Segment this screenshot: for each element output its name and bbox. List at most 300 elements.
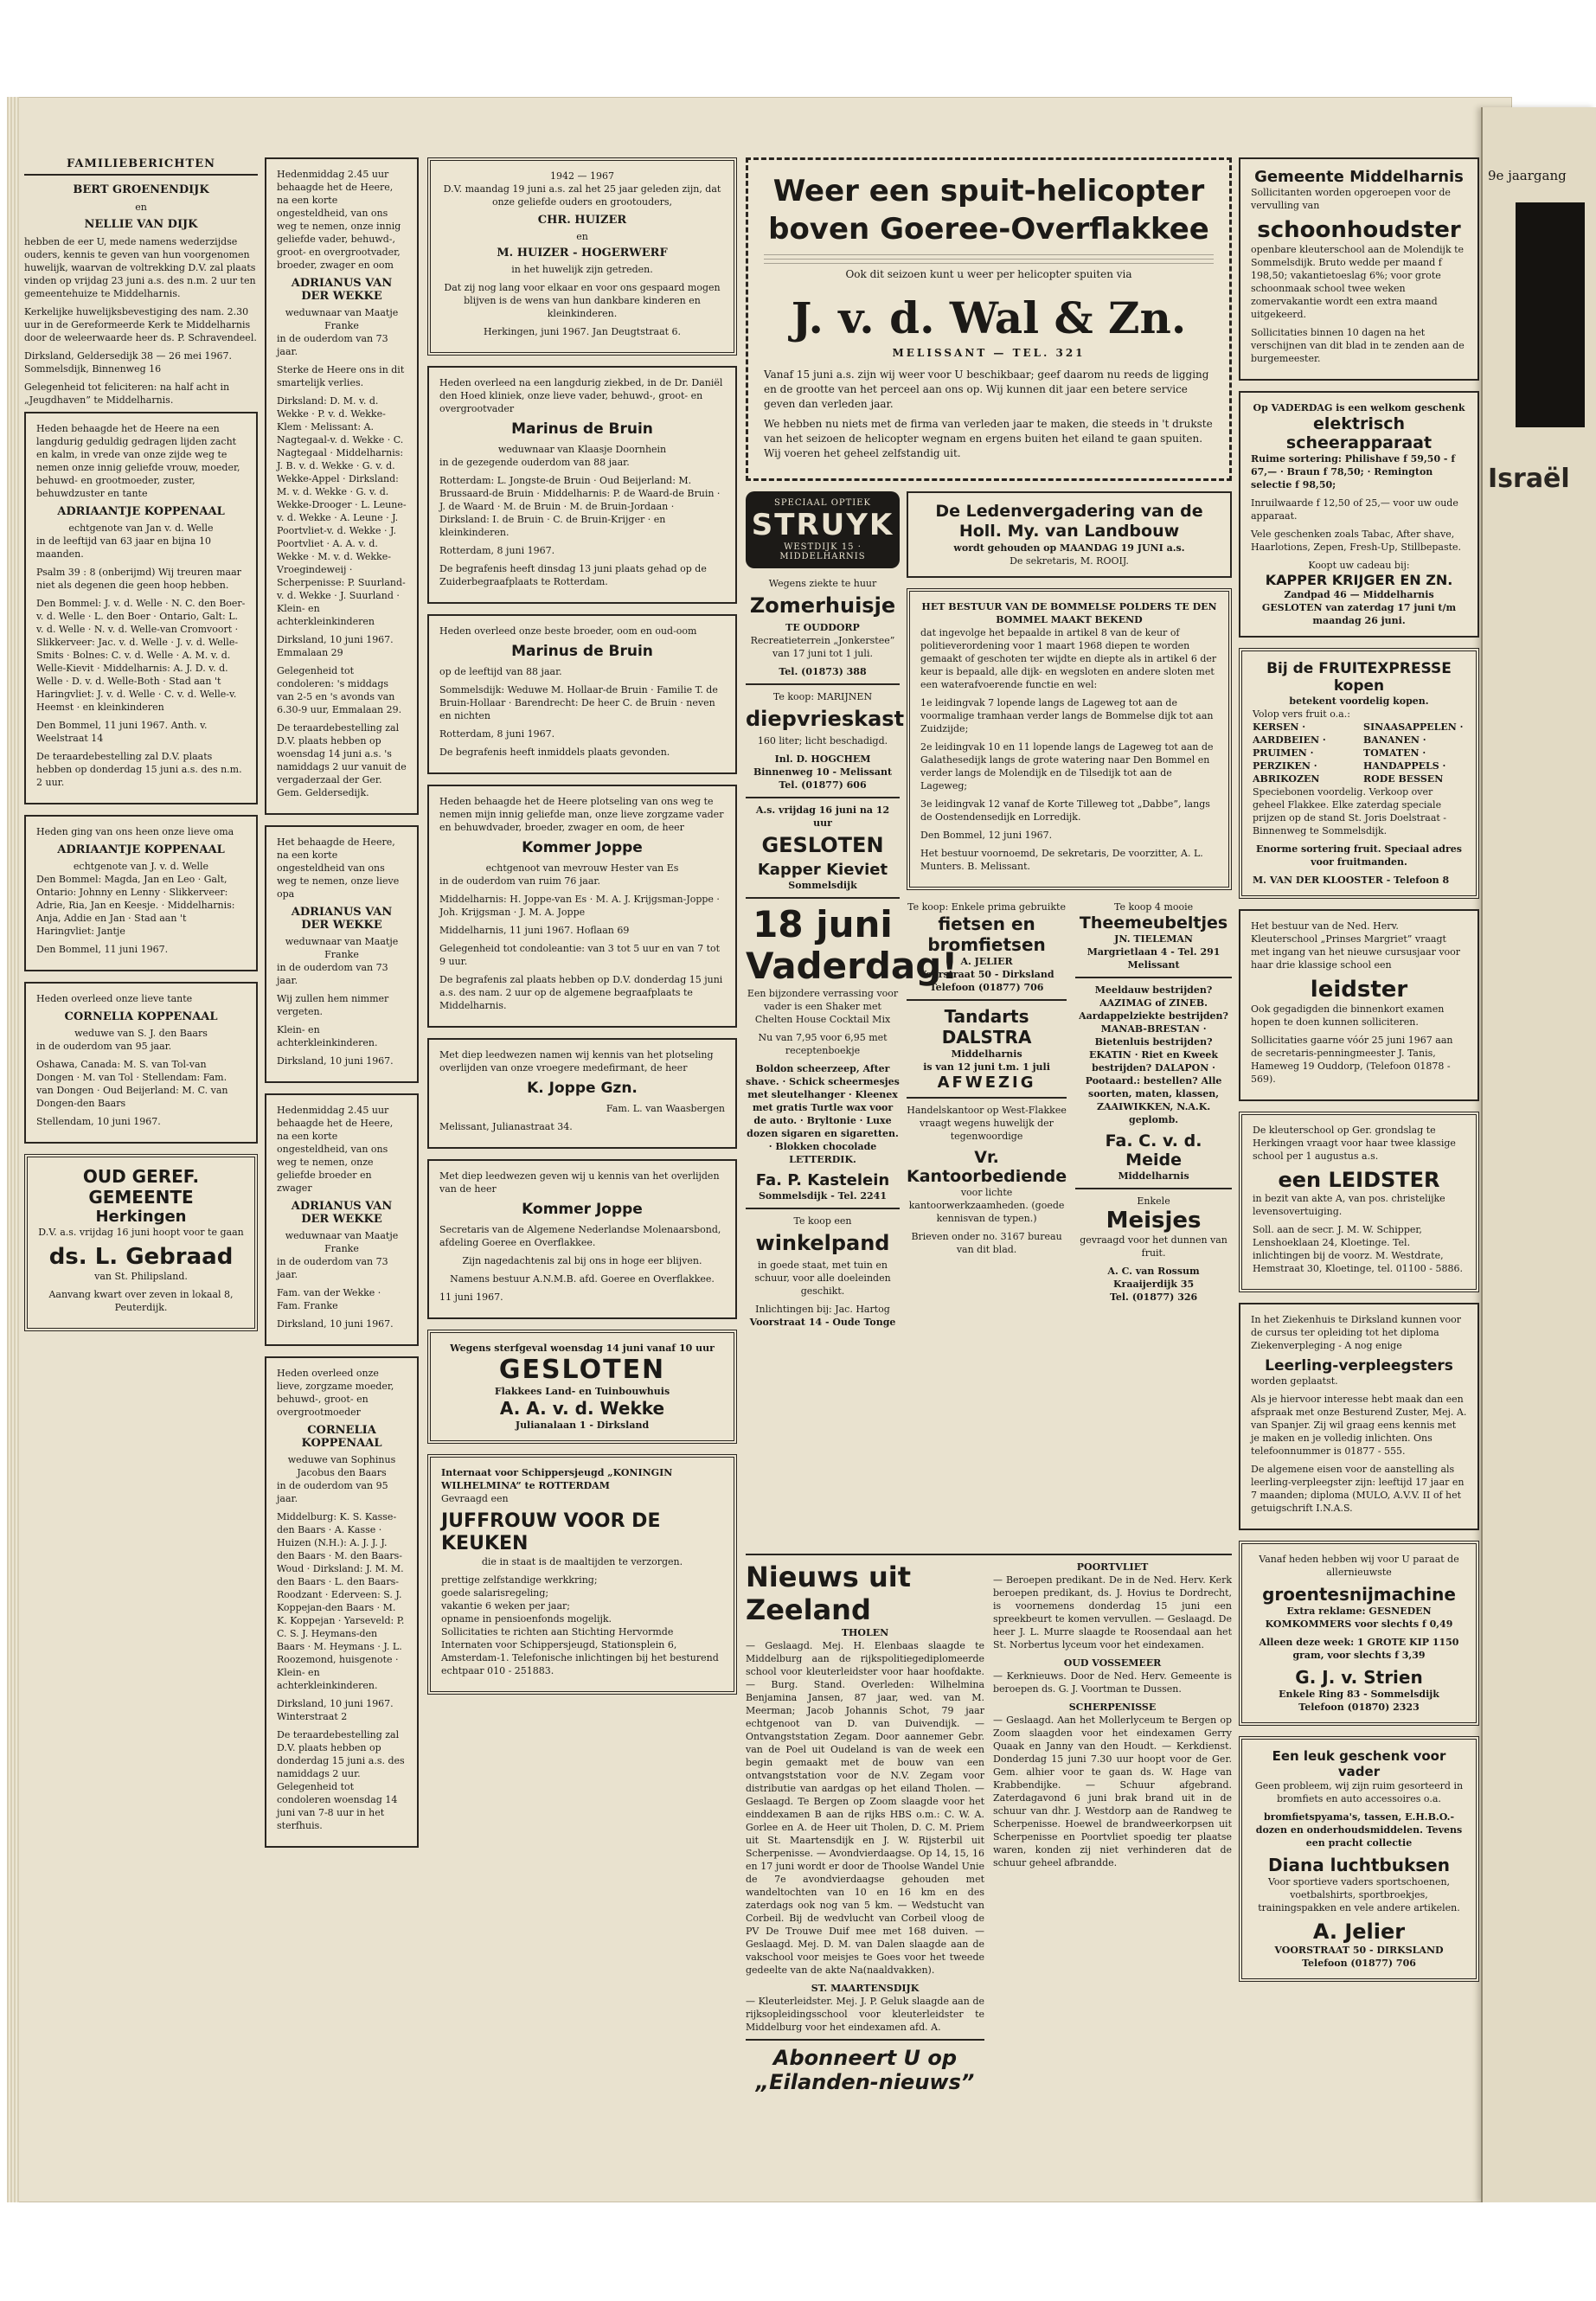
church-name: OUD GEREF. GEMEENTE — [82, 1166, 200, 1208]
deceased-spouse: weduwe van S. J. den Baars — [74, 1028, 208, 1039]
funeral-info: De teraardebestelling zal D.V. plaats hebben op donderdag 15 juni a.s. des n.m. 2 uur. — [36, 751, 242, 788]
ad-pre: Wegens ziekte te huur — [768, 578, 877, 589]
memory-text: Zijn nagedachtenis zal bij ons in hoge eer blijven. — [462, 1255, 702, 1266]
ad-firm: G. J. v. Strien — [1295, 1667, 1423, 1688]
engagement-name-2: NELLIE VAN DIJK — [84, 218, 198, 231]
ad-place: Middelharnis — [951, 1048, 1022, 1060]
notice-text: dat ingevolge het bepaalde in artikel 8 van de keur of politieverordening voor 1 maart 1968 diepen te worden gemaakt of geschoten ter wijdte en diepte als in artikel 6 der keur is bepaald, alle dijk- en wegsloten en andere sloten met een waterafvoerende functie en wel: — [920, 627, 1217, 690]
deceased-spouse: echtgenote van Jan v. d. Welle — [68, 522, 214, 534]
kapper-krijger-ad — [1239, 391, 1479, 638]
ad-address: VOORSTRAAT 50 - DIRKSLAND — [1274, 1945, 1444, 1956]
page-stack-edge — [7, 97, 19, 2202]
helicopter-ad-title: Weer een spuit-helicopter boven Goeree-Overflakkee — [768, 174, 1209, 247]
ad-firm: Kapper Kieviet — [757, 861, 888, 879]
closed-reason: Wegens sterfgeval woensdag 14 juni vanaf 10 uur — [450, 1343, 715, 1354]
ad-text: 160 liter; licht beschadigd. — [757, 735, 888, 747]
ad-heading: Vr. Kantoorbediende — [907, 1148, 1067, 1186]
ad-pre: Volop vers fruit o.a.: — [1253, 708, 1350, 720]
notice-place-date: Rotterdam, 8 juni 1967. — [439, 728, 555, 740]
ad-text: Handelskantoor op West-Flakkee vraagt wegens huwelijk der tegenwoordige — [907, 1105, 1067, 1142]
deceased-name: CORNELIA KOPPENAAL — [64, 1010, 218, 1023]
engagement-text: hebben de eer U, mede namens wederzijdse ouders, kennis te geven van hun voorgenomen huwelijk, waarvan de voltrekking D.V. zal plaats vinden op vrijdag 23 juni a.s. des n.m. 2 uur ten gemeentehuize te Middelharnis. — [24, 236, 256, 299]
ad-heading: Gemeente Middelharnis — [1254, 168, 1464, 186]
ad-apply: Soll. aan de secr. J. M. W. Schipper, Lenshoeklaan 24, Kloetinge. Tel. inlichtingen bij de voorz. M. Westdrate, Hemstraat 30, Kloetinge, tel. 01100 - 5886. — [1253, 1224, 1463, 1274]
family-list: Rotterdam: L. Jongste-de Bruin · Oud Beijerland: M. Brussaard-de Bruin · Middelharnis: P. de Waard-de Bruin · J. de Waard · M. de Bruin · M. de Bruin-Jordaan · Dirksland: I. de Bruin · C. de Bruin-Krijger · en kleinkinderen. — [439, 475, 721, 538]
meide-firm: Fa. C. v. d. Meide — [1105, 1131, 1202, 1170]
ad-text-2: voor lichte kantoorwerkzaamheden. (goede kennisvan de typen.) — [908, 1187, 1065, 1224]
ad-pre: Op VADERDAG is een welkom geschenk — [1253, 402, 1465, 413]
news-heading: Nieuws uit Zeeland — [746, 1561, 912, 1626]
deceased-name: ADRIANUS VAN DER WEKKE — [291, 277, 393, 303]
news-place: ST. MAARTENSDIJK — [811, 1983, 920, 1994]
deceased-age: in de leeftijd van 63 jaar en bijna 10 maanden. — [36, 535, 211, 560]
next-page-headline: Israël — [1488, 464, 1570, 494]
ad-text-2: in bezit van akte A, van pos. christelijke levensovertuiging. — [1253, 1193, 1445, 1217]
zeeland-col-right — [993, 1561, 1232, 2094]
death-notice-text: Heden overleed onze beste broeder, oom en oud-oom — [439, 625, 697, 637]
meisjes-ad — [1075, 1195, 1232, 1304]
ads-right — [907, 491, 1232, 1304]
ad-address: Sommelsdijk - Tel. 2241 — [758, 1190, 887, 1202]
death-notice-bruin-1 — [427, 366, 737, 604]
ad-pre: Te koop 4 mooie — [1113, 901, 1194, 913]
anniversary-text: D.V. maandag 19 juni a.s. zal het 25 jaar geleden zijn, dat onze geliefde ouders en grootouders, — [443, 183, 721, 208]
scan-background-bottom — [0, 2202, 1596, 2301]
news-text: — Geslaagd. Mej. H. Elenbaas slaagde te Middelburg aan de rijkspolitiegediplomeerde school voor kleuterleidster voor haar hoofdakte. — Burg. Stand. Overleden: Wilhelmina Benjamina Jansen, 87 jaar, wed. van M. Meerman; Jacob Johannis Schot, 79 jaar echtgenoot van D. van Duivendijk. — Ontvangststation Zegam. Door aannemer Gebr. van de Poel uit Oudeland is van de week een begin gemaakt met de bouw van een ontvangststation voor de N.V. Zegam voor distributie van aardgas op het eiland Tholen. — Geslaagd. Te Bergen op Zoom slaagde voor het einddexamen B aan de rijks HBS o.m.: C. W. A. Gorlee en A. de Heer uit Tholen, D. C. M. Priem uit St. Maartensdijk en J. W. Rijsterbil uit Scherpenisse. — Avondvierdaagse. Op 14, 15, 16 en 17 juni wordt er door de Thoolse Wandel Unie de 7e avondvierdaagse gehouden met wandeltochten van 10 en 16 km en des zaterdags ook nog van 5 km. — Wedstucht van Corbeil. Bij de wedvlucht van Corbeil vloog de PV De Trouwe Duif mee met 168 duiven. — Geslaagd. Mej. D. M. van Dalen slaagde aan de vakschool voor meisjes te Goes voor het tweede gedeelte van de akte Na(naaldvakken). — [746, 1640, 984, 1976]
diepvrieskast-ad — [746, 690, 905, 792]
ad-phone: Telefoon (01877) 706 — [929, 982, 1044, 993]
next-page-sliver — [1481, 107, 1596, 2202]
death-notice-text: Met diep leedwezen namen wij kennis van het plotseling overlijden van onze vroegere medefirmant, de heer — [439, 1049, 714, 1074]
ad-role: schoonhoudster — [1257, 217, 1461, 243]
ad-heading: Bij de FRUITEXPRESSE kopen — [1266, 660, 1452, 695]
divider — [746, 1208, 900, 1209]
ad-signature: De sekretaris, M. ROOIJ. — [1010, 555, 1129, 567]
psalm-text: Psalm 39 : 8 (onberijmd) Wij treuren maar niet als degenen die geen hoop hebben. — [36, 567, 241, 591]
ad-heading: Tandarts DALSTRA — [941, 1006, 1032, 1048]
news-text: — Beroepen predikant. De in de Ned. Herv. Kerk beroepen predikant, ds. J. Hovius te Dordrecht, is voornemens donderdag 15 juni een spreekbeurt te komen vervullen. — Geslaagd. De heer J. L. Murre slaagde te Roosendaal aan het St. Norbertus lyceum voor het eindexamen. — [993, 1574, 1232, 1650]
deceased-name: Marinus de Bruin — [511, 420, 653, 438]
column-family-notices — [24, 157, 258, 1342]
divider — [1075, 1188, 1232, 1189]
ad-firm: A. Jelier — [1312, 1920, 1406, 1944]
closed-name: A. A. v. d. Wekke — [499, 1398, 665, 1419]
ad-pre: Enkele — [1137, 1195, 1170, 1207]
church-place: Herkingen — [95, 1208, 187, 1226]
preacher-name: ds. L. Gebraad — [48, 1244, 234, 1270]
ad-heading: winkelpand — [755, 1231, 890, 1255]
deceased-age: in de ouderdom van 95 jaar. — [277, 1480, 388, 1504]
next-page-volume: 9e jaargang — [1488, 168, 1567, 183]
notice-signature: Het bestuur voornoemd, De sekretaris, De voorzitter, A. L. Munters. B. Melissant. — [920, 848, 1203, 872]
ad-status: AFWEZIG — [937, 1074, 1036, 1092]
verpleegster-ad — [1239, 1303, 1479, 1530]
ad-firm: A. JELIER — [960, 956, 1013, 967]
ad-closed: GESLOTEN van zaterdag 17 juni t/m maandag 26 juni. — [1261, 602, 1457, 626]
notice-place-date: Dirksland, 10 juni 1967. — [277, 1318, 394, 1330]
theemeubel-ad — [1075, 901, 1232, 971]
job-intro: Gevraagd een — [441, 1493, 509, 1504]
zeeland-col-left — [746, 1561, 984, 2094]
ad-items: Ruime sortering: Philishave f 59,50 - f 67,— · Braun f 78,50; · Remington selectie f 98,50; — [1251, 453, 1456, 490]
kapper-kieviet-ad — [746, 804, 900, 892]
condolence-info: Gelegenheid tot condoleantie: van 3 tot 5 uur en van 7 tot 9 uur. — [439, 943, 721, 967]
anniversary-name-2: M. HUIZER - HOGERWERF — [497, 247, 668, 260]
polder-notice — [907, 588, 1232, 890]
notice-signature: Fam. L. van Waasbergen — [606, 1103, 725, 1114]
death-notice-text: Heden overleed onze lieve, zorgzame moeder, behuwd-, groot- en overgrootmoeder — [277, 1368, 394, 1418]
deceased-age: in de ouderdom van 95 jaar. — [36, 1041, 172, 1052]
deceased-age: in de gezegende ouderdom van 88 jaar. — [439, 457, 630, 468]
ad-phone: Telefoon (01870) 2323 — [1298, 1702, 1420, 1713]
ad-pre: Te koop: MARIJNEN — [772, 691, 873, 702]
death-notice-koppenaal-1 — [24, 412, 258, 804]
fruit-list — [1253, 721, 1465, 785]
news-text: — Kerknieuws. Door de Ned. Herv. Gemeente is beroepen ds. G. J. Voortman te Dussen. — [993, 1670, 1232, 1695]
fruit-list-left: KERSEN · AARDBEIEN · PRUIMEN · PERZIKEN · ABRIKOZEN — [1253, 721, 1326, 785]
vaderdag-ad — [746, 903, 958, 1202]
deceased-spouse: weduwnaar van Maatje Franke — [285, 307, 399, 331]
ad-text: is van 12 juni t.m. 1 juli — [923, 1061, 1050, 1073]
ad-heading: fietsen en bromfietsen — [927, 913, 1046, 955]
notice-place-date: Middelharnis, 11 juni 1967. Hoflaan 69 — [439, 925, 630, 936]
divider — [907, 1097, 1067, 1099]
deceased-spouse: weduwnaar van Klaasje Doornhein — [497, 444, 667, 455]
struyk-optiek-ad — [746, 491, 900, 568]
ad-pre: Te koop: Enkele prima gebruikte — [907, 901, 1066, 913]
ad-text-2: openbare kleuterschool aan de Molendijk te Sommelsdijk. Bruto wedde per maand f 198,50; vakantietoeslag 6%; voor grote schoonmaak school twee weken zomervakantie wordt een extra maand uitgekeerd. — [1251, 244, 1465, 320]
job-text: die in staat is de maaltijden te verzorgen. — [481, 1556, 683, 1567]
struyk-tagline: SPECIAAL OPTIEK — [773, 498, 872, 508]
news-place: SCHERPENISSE — [1068, 1702, 1157, 1713]
preacher-from: van St. Philipsland. — [94, 1271, 188, 1282]
divider — [746, 897, 900, 899]
struyk-address: WESTDIJK 15 · MIDDELHARNIS — [779, 542, 866, 561]
divider — [746, 2039, 984, 2041]
ad-text: gevraagd voor het dunnen van fruit. — [1080, 1234, 1227, 1259]
next-page-masthead-block — [1516, 202, 1585, 427]
ad-heading: De Ledenvergadering van de Holl. My. van Landbouw — [935, 502, 1203, 541]
notice-heading: HET BESTUUR VAN DE BOMMELSE POLDERS TE DEN BOMMEL MAAKT BEKEND — [921, 601, 1217, 625]
zeeland-columns — [746, 1561, 1232, 2094]
ad-price: Nu van 7,95 voor 6,95 met receptenboekje — [758, 1032, 888, 1056]
engagement-church: Kerkelijke huwelijksbevestiging des nam. 2.30 uur in de Gereformeerde Kerk te Middelharnis door de weleerwaarde heer ds. P. Schravendeel. — [24, 306, 257, 343]
ad-text-2: Ook gegadigden die binnenkort examen hopen te doen kunnen solliciteren. — [1251, 1003, 1445, 1028]
deceased-age: in de ouderdom van 73 jaar. — [277, 1256, 388, 1280]
ad-phone: Tel. (01877) 326 — [1109, 1292, 1198, 1303]
death-notice-joppe-2 — [427, 1038, 737, 1149]
column-wekke-notices — [265, 157, 419, 1858]
anniversary-years: 1942 — 1967 — [550, 170, 614, 182]
deceased-age: op de leeftijd van 88 jaar. — [439, 666, 562, 677]
kantoor-ad — [907, 1104, 1067, 1256]
notice-signature: Namens bestuur A.N.M.B. afd. Goeree en Overflakkee. — [450, 1273, 715, 1285]
tandarts-ad — [907, 1006, 1067, 1092]
subscribe-ad: Abonneert U op „Eilanden-nieuws” — [755, 2046, 975, 2094]
death-notice-text: Heden behaagde het de Heere plotseling van ons weg te nemen mijn innig geliefde man, onze lieve zorgzame vader en behuwdvader, broeder, zwager en oom, de heer — [439, 796, 724, 833]
rule-line — [764, 252, 1214, 264]
ad-items: Boldon scheerzeep, After shave. · Schick scheermesjes met sleutelhanger · Kleenex met gratis Turtle wax voor de auto. · Bryltonie · Luxe dozen sigaren en sigaretten. · Blokken chocolade LETTERDIK. — [746, 1063, 900, 1165]
ad-text: Een bijzondere verrassing voor vader is een Shaker met Chelten House Cocktail Mix — [747, 988, 899, 1025]
ads-grid — [907, 901, 1232, 1304]
ad-text-2: Voor sportieve vaders sportschoenen, voetbalshirts, sportbroekjes, trainingspakken en vele andere artikelen. — [1258, 1876, 1460, 1913]
death-notice-text: Het behaagde de Heere, na een korte ongesteldheid van ons weg te nemen, onze lieve opa — [277, 836, 400, 900]
helicopter-firm: J. v. d. Wal & Zn. — [791, 292, 1187, 343]
employer-name: Internaat voor Schippersjeugd „KONINGIN WILHELMINA” te ROTTERDAM — [441, 1467, 673, 1491]
notice-place-date: Den Bommel, 11 juni 1967. — [36, 944, 169, 955]
deceased-name: Marinus de Bruin — [511, 643, 653, 660]
funeral-info: De begrafenis heeft inmiddels plaats gevonden. — [439, 747, 670, 758]
death-notice-text: Heden overleed na een langdurig ziekbed, in de Dr. Daniël den Hoed kliniek, onze lieve vader, behuwd-, groot- en overgrootvader — [439, 377, 723, 414]
deceased-spouse: weduwnaar van Maatje Franke — [285, 1230, 399, 1254]
engagement-notice — [24, 183, 258, 407]
family-list: Sommelsdijk: Weduwe M. Hollaar-de Bruin · Familie T. de Bruin-Hollaar · Barendrecht: De heer C. de Bruin · neven en nichten — [439, 684, 718, 721]
closed-notice-wekke — [427, 1330, 737, 1444]
anniversary-and: en — [576, 231, 588, 242]
deceased-name: Kommer Joppe — [522, 1201, 643, 1218]
groentesnijmachine-ad — [1239, 1541, 1479, 1726]
helicopter-ad-text-2: We hebben nu niets met de firma van verleden jaar te maken, die steeds in 't drukste van het seizoen de helicopter wegnam en ergens buiten het eiland te gaan spuiten. Wij voeren het geheel zelfstandig uit. — [764, 418, 1213, 459]
ad-text: Speciebonen voordelig. Verkoop over geheel Flakkee. Elke zaterdag speciale prijzen op de stand St. Joris Doelstraat - Binnenweg te Sommelsdijk. — [1253, 786, 1447, 836]
deceased-name: ADRIAANTJE KOPPENAAL — [57, 505, 225, 518]
engagement-and: en — [135, 202, 147, 213]
vaderdag-heading: 18 juni Vaderdag! — [746, 903, 958, 987]
ad-text-2: worden geplaatst. — [1251, 1375, 1338, 1387]
ad-address: Binnenweg 10 - Melissant — [753, 766, 893, 778]
scan-background-top — [0, 0, 1596, 97]
ad-requirements: De algemene eisen voor de aanstelling als leerling-verpleegster zijn: leeftijd 17 jaar en 7 maanden; diploma (MULO, A.V.V. II of het getuigschrift I.N.A.S. — [1251, 1464, 1465, 1514]
column-notices-3 — [427, 157, 737, 1705]
family-list: Fam. van der Wekke · Fam. Franke — [277, 1287, 381, 1311]
ad-address: Margrietlaan 4 - Tel. 291 Melissant — [1086, 946, 1221, 971]
death-notice-cornelia-2 — [265, 1356, 419, 1848]
helicopter-ad-sub: Ook dit seizoen kunt u weer per helicopter spuiten via — [845, 268, 1132, 280]
ads-left — [746, 491, 958, 1329]
family-list: Klein- en achterkleinkinderen. — [277, 1024, 378, 1048]
anniversary-notice — [427, 157, 737, 356]
bestrijding-ad: Meeldauw bestrijden? AAZIMAG of ZINEB. Aardappelziekte bestrijden? MANAB-BRESTAN · Bietenluis bestrijden? EKATIN · Riet en Kweek bestrijden? DALAPON · Pootaard.: bestellen? Alle soorten, maten, klassen, ZAAIWIKKEN, N.A.K. geplomb. — [1079, 984, 1228, 1125]
verse-text: Wij zullen hem nimmer vergeten. — [277, 993, 389, 1017]
ad-items: bromfietspyama's, tassen, E.H.B.O.-dozen en onderhoudsmiddelen. Tevens een pracht collectie — [1255, 1811, 1463, 1849]
deceased-name: K. Joppe Gzn. — [527, 1080, 638, 1097]
ad-text: Vanaf heden hebben wij voor U paraat de allernieuwste — [1259, 1554, 1459, 1578]
jelier-ad — [1239, 1736, 1479, 1982]
leidster-ad-2 — [1239, 1112, 1479, 1292]
deceased-spouse: weduwnaar van Maatje Franke — [285, 936, 399, 960]
death-notice-joppe-1 — [427, 785, 737, 1028]
ad-heading: Theemeubeltjes — [1079, 913, 1228, 933]
notice-place-date: Den Bommel, 11 juni 1967. Anth. v. Weelstraat 14 — [36, 720, 208, 744]
job-benefit: opname in pensioenfonds mogelijk. — [441, 1613, 612, 1625]
zomerhuisje-ad — [746, 577, 900, 678]
job-benefit: vakantie 6 weken per jaar; — [441, 1600, 570, 1612]
funeral-info: De teraardebestelling zal D.V. plaats hebben op woensdag 14 juni a.s. 's namiddags 2 uur vanuit de vergaderzaal der Ger. Gem. Geldersedijk. — [277, 722, 407, 798]
divider — [746, 683, 900, 685]
death-notice-cornelia — [24, 982, 258, 1144]
ad-text: in goede staat, met tuin en schuur, voor alle doeleinden geschikt. — [754, 1259, 891, 1297]
ad-pre: A.s. vrijdag 16 juni na 12 uur — [755, 804, 890, 829]
news-place: THOLEN — [841, 1627, 889, 1638]
deceased-role: Secretaris van de Algemene Nederlandse Molenaarsbond, afdeling Goeree en Overflakkee. — [439, 1224, 721, 1248]
ad-contact: Inlichtingen bij: Jac. Hartog — [755, 1304, 890, 1315]
deceased-name: Kommer Joppe — [522, 839, 643, 856]
family-list: Den Bommel: J. v. d. Welle · N. C. den Boer-v. d. Welle · L. den Boer · Ontario, Galt: L. v. d. Welle · N. v. d. Welle-van Cromvoort · Slikkerveer: Jac. v. d. Welle · J. v. d. Welle-Smits · Bolnes: C. v. d. Welle · A. M. v. d. Welle-Kievit · Middelharnis: A. J. D. v. d. Welle · D. v. d. Welle-Both · Stad aan 't Haringvliet: J. v. d. Welle · C. v. d. Welle-v. Heemst · en kleinkinderen — [36, 598, 246, 713]
deceased-age: in de ouderdom van 73 jaar. — [277, 962, 388, 986]
news-text: — Kleuterleidster. Mej. J. P. Geluk slaagde aan de rijksopleidingsschool voor kleuterleidster te Middelburg voor het eindexamen afd. A. — [746, 1996, 984, 2033]
zeeland-news — [746, 1548, 1232, 2094]
church-text: D.V. a.s. vrijdag 16 juni hoopt voor te gaan — [38, 1227, 244, 1238]
family-list: Den Bommel: Magda, Jan en Leo · Galt, Ontario: Johnny en Lenny · Slikkerveer: Adrie, Ria, Jan en Keesje. · Middelharnis: Anja, Addie en Jan · Stad aan 't Haringvliet: Jantje — [36, 874, 235, 937]
death-notice-text: Heden overleed onze lieve tante — [36, 993, 193, 1004]
ad-firm: Fa. P. Kastelein — [755, 1171, 890, 1189]
notice-place-date: Dirksland, 10 juni 1967. — [277, 1055, 394, 1067]
ad-phone: Telefoon (01877) 706 — [1302, 1958, 1416, 1969]
fruit-list-right: SINAASAPPELEN · BANANEN · TOMATEN · HANDAPPELS · RODE BESSEN — [1363, 721, 1464, 785]
family-list: Middelharnis: H. Joppe-van Es · M. A. J. Krijgsman-Joppe · Joh. Krijgsman · J. M. A. Joppe — [439, 894, 720, 918]
ad-offer-2: Alleen deze week: 1 GROTE KIP 1150 gram, voor slechts f 3,39 — [1259, 1637, 1459, 1661]
deceased-name: ADRIANUS VAN DER WEKKE — [291, 1200, 393, 1226]
engagement-address: Dirksland, Geldersedijk 38 — 26 mei 1967. Sommelsdijk, Binnenweg 16 — [24, 350, 232, 375]
ad-firm: JN. TIELEMAN — [1114, 933, 1193, 945]
death-notice-koppenaal-2 — [24, 815, 258, 971]
ledenvergadering-ad — [907, 491, 1232, 578]
ads-grid-left — [907, 901, 1067, 1304]
meide-place: Middelharnis — [1118, 1170, 1189, 1182]
ad-contact: Inl. D. HOGCHEM — [774, 753, 871, 765]
death-notice-wekke-3 — [265, 1093, 419, 1346]
notice-place: Den Bommel, 12 juni 1967. — [920, 830, 1053, 841]
ad-heading: groentesnijmachine — [1262, 1584, 1456, 1605]
notice-item: 2e leidingvak 10 en 11 lopende langs de Lageweg tot aan de Galathesedijk langs de grote watering naar Den Bommel en verder langs de Molendijk en de Tilsedijk tot aan de Lageweg; — [920, 741, 1214, 792]
ad-firm: KAPPER KRIJGER EN ZN. — [1265, 572, 1453, 588]
ad-heading: Meisjes — [1106, 1208, 1202, 1234]
column-right-ads — [1239, 157, 1479, 1992]
fietsen-ad — [907, 901, 1067, 994]
death-notice-wekke-2 — [265, 825, 419, 1083]
fruitexpresse-ad — [1239, 648, 1479, 899]
closed-heading: GESLOTEN — [498, 1355, 666, 1385]
death-notice-wekke-1 — [265, 157, 419, 815]
funeral-info: De begrafenis heeft dinsdag 13 juni plaats gehad op de Zuiderbegraafplaats te Rotterdam. — [439, 563, 707, 587]
death-notice-text: Met diep leedwezen geven wij u kennis van het overlijden van de heer — [439, 1170, 720, 1195]
news-text: — Geslaagd. Aan het Mollerlyceum te Bergen op Zoom slaagden voor het eindexamen Gerry Quaak en Janny van den Houdt. — Kerkdienst. Donderdag 15 juni 7.30 uur hoopt voor de Ger. Gem. alhier voor te gaan ds. W. Hage van Krabbendijke. — Schuur afgebrand. Zaterdagavond 6 juni brak brand uit in de schuur van dhr. J. Westdorp aan de Randweg te Scherpenisse. Hoewel de brandweerkorpsen uit Scherpenisse en Poortvliet spoedig ter plaatse waren, konden zij niet verhinderen dat de schuur geheel afbrandde. — [993, 1715, 1232, 1868]
death-notice-text: Heden ging van ons heen onze lieve oma — [36, 826, 234, 837]
church-service-notice — [24, 1154, 258, 1331]
ad-text: Het bestuur van de Ned. Herv. Kleuterschool „Prinses Margriet” vraagt met ingang van het nieuwe cursusjaar voor haar drie klassige school een — [1251, 920, 1461, 971]
notice-place: Melissant, Julianastraat 34. — [439, 1121, 573, 1132]
divider — [746, 797, 900, 798]
ad-address: Voorstraat 14 - Oude Tonge — [749, 1317, 896, 1328]
ad-pre-2: Koopt uw cadeau bij: — [1308, 560, 1410, 571]
anniversary-name-1: CHR. HUIZER — [537, 214, 627, 227]
death-notice-text: Hedenmiddag 2.45 uur behaagde het de Heere, na een korte ongesteldheid, van ons weg te nemen, onze geliefde broeder en zwager — [277, 1105, 394, 1194]
ad-heading: elektrisch scheerapparaat — [1285, 414, 1433, 452]
ad-heading: Een leuk geschenk voor vader — [1272, 1748, 1446, 1779]
ad-firm: A. C. van Rossum — [1107, 1266, 1200, 1277]
verse-text: Sterke de Heere ons in dit smartelijk verlies. — [277, 364, 405, 388]
closed-address: Julianalaan 1 - Dirksland — [515, 1420, 650, 1431]
ad-address: Voorstraat 50 - Dirksland — [919, 969, 1054, 980]
ad-heading: diepvrieskast — [746, 707, 905, 731]
notice-place-date: Dirksland, 10 juni 1967. Winterstraat 2 — [277, 1698, 394, 1722]
funeral-info: De teraardebestelling zal D.V. plaats hebben op donderdag 15 juni a.s. des namiddags 2 uur. Gelegenheid tot condoleren woensdag 14 juni van 7-8 uur in het sterfhuis. — [277, 1729, 405, 1831]
ad-pre: Te koop een — [793, 1215, 852, 1227]
ad-apply: Sollicitaties binnen 10 dagen na het verschijnen van dit blad in te zenden aan de burgemeester. — [1251, 327, 1465, 364]
ad-offer: Extra reklame: GESNEDEN KOMKOMMERS voor slechts f 0,49 — [1265, 1606, 1453, 1630]
notice-item: 3e leidingvak 12 vanaf de Korte Tilleweg tot „Dabbe”, langs de Oostendensedijk en Lorredijk. — [920, 798, 1210, 823]
ads-grid-right — [1075, 901, 1232, 1304]
ad-text: In het Ziekenhuis te Dirksland kunnen voor de cursus ter opleiding tot het diploma Ziekenverpleging - A nog enige — [1251, 1314, 1461, 1351]
job-title: JUFFROUW VOOR DE KEUKEN — [441, 1510, 661, 1554]
ad-date: wordt gehouden op MAANDAG 19 JUNI a.s. — [953, 542, 1185, 554]
helicopter-firm-place: MELISSANT — TEL. 321 — [892, 347, 1086, 359]
notice-item: 1e leidingvak 7 lopende langs de Lageweg tot aan de voormalige tramhaan verder langs de Bommelse dijk tot aan Zuidzijde; — [920, 697, 1214, 734]
deceased-spouse: weduwe van Sophinus Jacobus den Baars — [287, 1454, 396, 1478]
ad-text: Geen probleem, wij zijn ruim gesorteerd in bromfiets en auto accessoires o.a. — [1254, 1780, 1464, 1804]
anniversary-text-2: in het huwelijk zijn getreden. — [511, 264, 653, 275]
news-place: POORTVLIET — [1076, 1561, 1149, 1573]
ad-firm: M. VAN DER KLOOSTER - Telefoon 8 — [1253, 875, 1450, 886]
divider — [746, 1554, 1232, 1555]
ad-text: Recreatieterrein „Jonkerstee” van 17 juni tot 1 juli. — [750, 635, 895, 659]
notice-date: 11 juni 1967. — [439, 1292, 503, 1303]
ad-apply: Als je hiervoor interesse hebt maak dan een afspraak met onze Besturend Zuster, Mej. A. van Spanjer. Zij wil graag eens kennis met je maken en je volledig inlichten. Ons telefoonnummer is 01877 - 555. — [1251, 1394, 1467, 1457]
deceased-name: ADRIANUS VAN DER WEKKE — [291, 906, 393, 932]
engagement-name-1: BERT GROENENDIJK — [73, 183, 209, 196]
deceased-name: ADRIAANTJE KOPPENAAL — [57, 843, 225, 856]
ad-text: Sollicitanten worden opgeroepen voor de vervulling van — [1251, 187, 1451, 211]
divider — [1075, 977, 1232, 978]
ad-heading: Zomerhuisje — [749, 593, 896, 618]
winkelpand-ad — [746, 1215, 900, 1329]
job-ad-keuken — [427, 1454, 737, 1695]
family-list: Middelburg: K. S. Kasse-den Baars · A. Kasse · Huizen (N.H.): A. J. J. J. den Baars · M. den Baars-Woud · Dirksland: J. M. M. den Baars · L. den Baars-Roodzant · Ederveen: S. J. Koppejan-den Baars · M. K. Koppejan · Yarseveld: P. C. S. J. Heymans-den Baars · M. Heymans · J. L. Roozemond, huisgenote · Klein- en achterkleinkinderen. — [277, 1511, 405, 1691]
death-notice-text: Hedenmiddag 2.45 uur behaagde het de Heere, na een korte ongesteldheid, van ons weg te nemen, onze innig geliefde vader, behuwd-, groot- en overgrootvader, broeder, zwager en oom — [277, 169, 401, 271]
ad-sub: betekent voordelig kopen. — [1289, 695, 1429, 707]
closed-firm: Flakkees Land- en Tuinbouwhuis — [494, 1386, 670, 1397]
ad-heading-2: Diana luchtbuksen — [1268, 1855, 1450, 1875]
deceased-name: CORNELIA KOPPENAAL — [301, 1424, 382, 1450]
ad-text: Inruilwaarde f 12,50 of 25,— voor uw oude apparaat. — [1251, 497, 1458, 522]
ad-heading: GESLOTEN — [761, 833, 884, 857]
anniversary-wish: Dat zij nog lang voor elkaar en voor ons gespaard mogen blijven is de wens van hun dankbare kinderen en kleinkinderen. — [444, 282, 721, 319]
engagement-reception: Gelegenheid tot feliciteren: na half acht in „Jeugdhaven” te Middelharnis. — [24, 381, 230, 406]
leidster-ad-1 — [1239, 909, 1479, 1101]
divider — [907, 999, 1067, 1001]
funeral-info: De begrafenis zal plaats hebben op D.V. donderdag 15 juni a.s. des nam. 2 uur op de algemene begraafplaats te Middelharnis. — [439, 974, 723, 1011]
column-ads-news — [746, 157, 1232, 2094]
job-apply: Sollicitaties te richten aan Stichting Hervormde Internaten voor Schippersjeugd, Stationsplein 6, Amsterdam-1. Telefonische inlichtingen bij het besturend echtpaar 010 - 251883. — [441, 1626, 719, 1676]
family-list: Dirksland: D. M. v. d. Wekke · P. v. d. Wekke-Klem · Melissant: A. Nagtegaal-v. d. Wekke · C. Nagtegaal · Middelharnis: J. B. v. d. Wekke · G. v. d. Wekke-Appel · Dirksland: M. v. d. Wekke · G. v. d. Wekke-Drooger · L. Leune-v. d. Wekke · A. Leune · J. Poortvliet-v. d. Wekke · J. Poortvliet · A. A. v. d. Wekke · M. v. d. Wekke-Vroegindeweij · Scherpenisse: P. Suurland-v. d. Wekke · J. Suurland · Klein- en achterkleinkinderen — [277, 395, 407, 627]
ad-address: Enkele Ring 83 - Sommelsdijk — [1279, 1689, 1439, 1700]
ad-phone: Tel. (01877) 606 — [779, 779, 867, 791]
ad-address: Zandpad 46 — Middelharnis — [1284, 589, 1434, 600]
ad-heading: een LEIDSTER — [1278, 1168, 1440, 1192]
job-benefit: goede salarisregeling; — [441, 1587, 549, 1599]
notice-place-date: Rotterdam, 8 juni 1967. — [439, 545, 555, 556]
ad-place: TE OUDDORP — [785, 622, 860, 633]
death-notice-joppe-3 — [427, 1159, 737, 1319]
news-place: OUD VOSSEMEER — [1063, 1657, 1162, 1669]
ad-reply: Brieven onder no. 3167 bureau van dit blad. — [911, 1231, 1062, 1255]
death-notice-text: Heden behaagde het de Heere na een langdurig geduldig gedragen lijden zacht en kalm, in vrede van onze zijde weg te nemen onze innig geliefde vrouw, moeder, behuwd- en grootmoeder, zuster, behuwdzuster en tante — [36, 423, 240, 499]
ad-gifts: Vele geschenken zoals Tabac, After shave, Haarlotions, Zepen, Fresh-Up, Stillbepaste. — [1251, 529, 1462, 553]
deceased-spouse: echtgenote van J. v. d. Welle — [73, 861, 209, 872]
deceased-spouse: echtgenoot van mevrouw Hester van Es — [485, 862, 679, 874]
deceased-age: in de ouderdom van 73 jaar. — [277, 333, 388, 357]
condolence-info: Gelegenheid tot condoleren: 's middags van 2-5 en 's avonds van 6.30-9 uur, Emmalaan 29. — [277, 665, 402, 715]
ad-text: De kleuterschool op Ger. grondslag te Herkingen vraagt voor haar twee klassige school per 1 augustus a.s. — [1253, 1125, 1456, 1162]
